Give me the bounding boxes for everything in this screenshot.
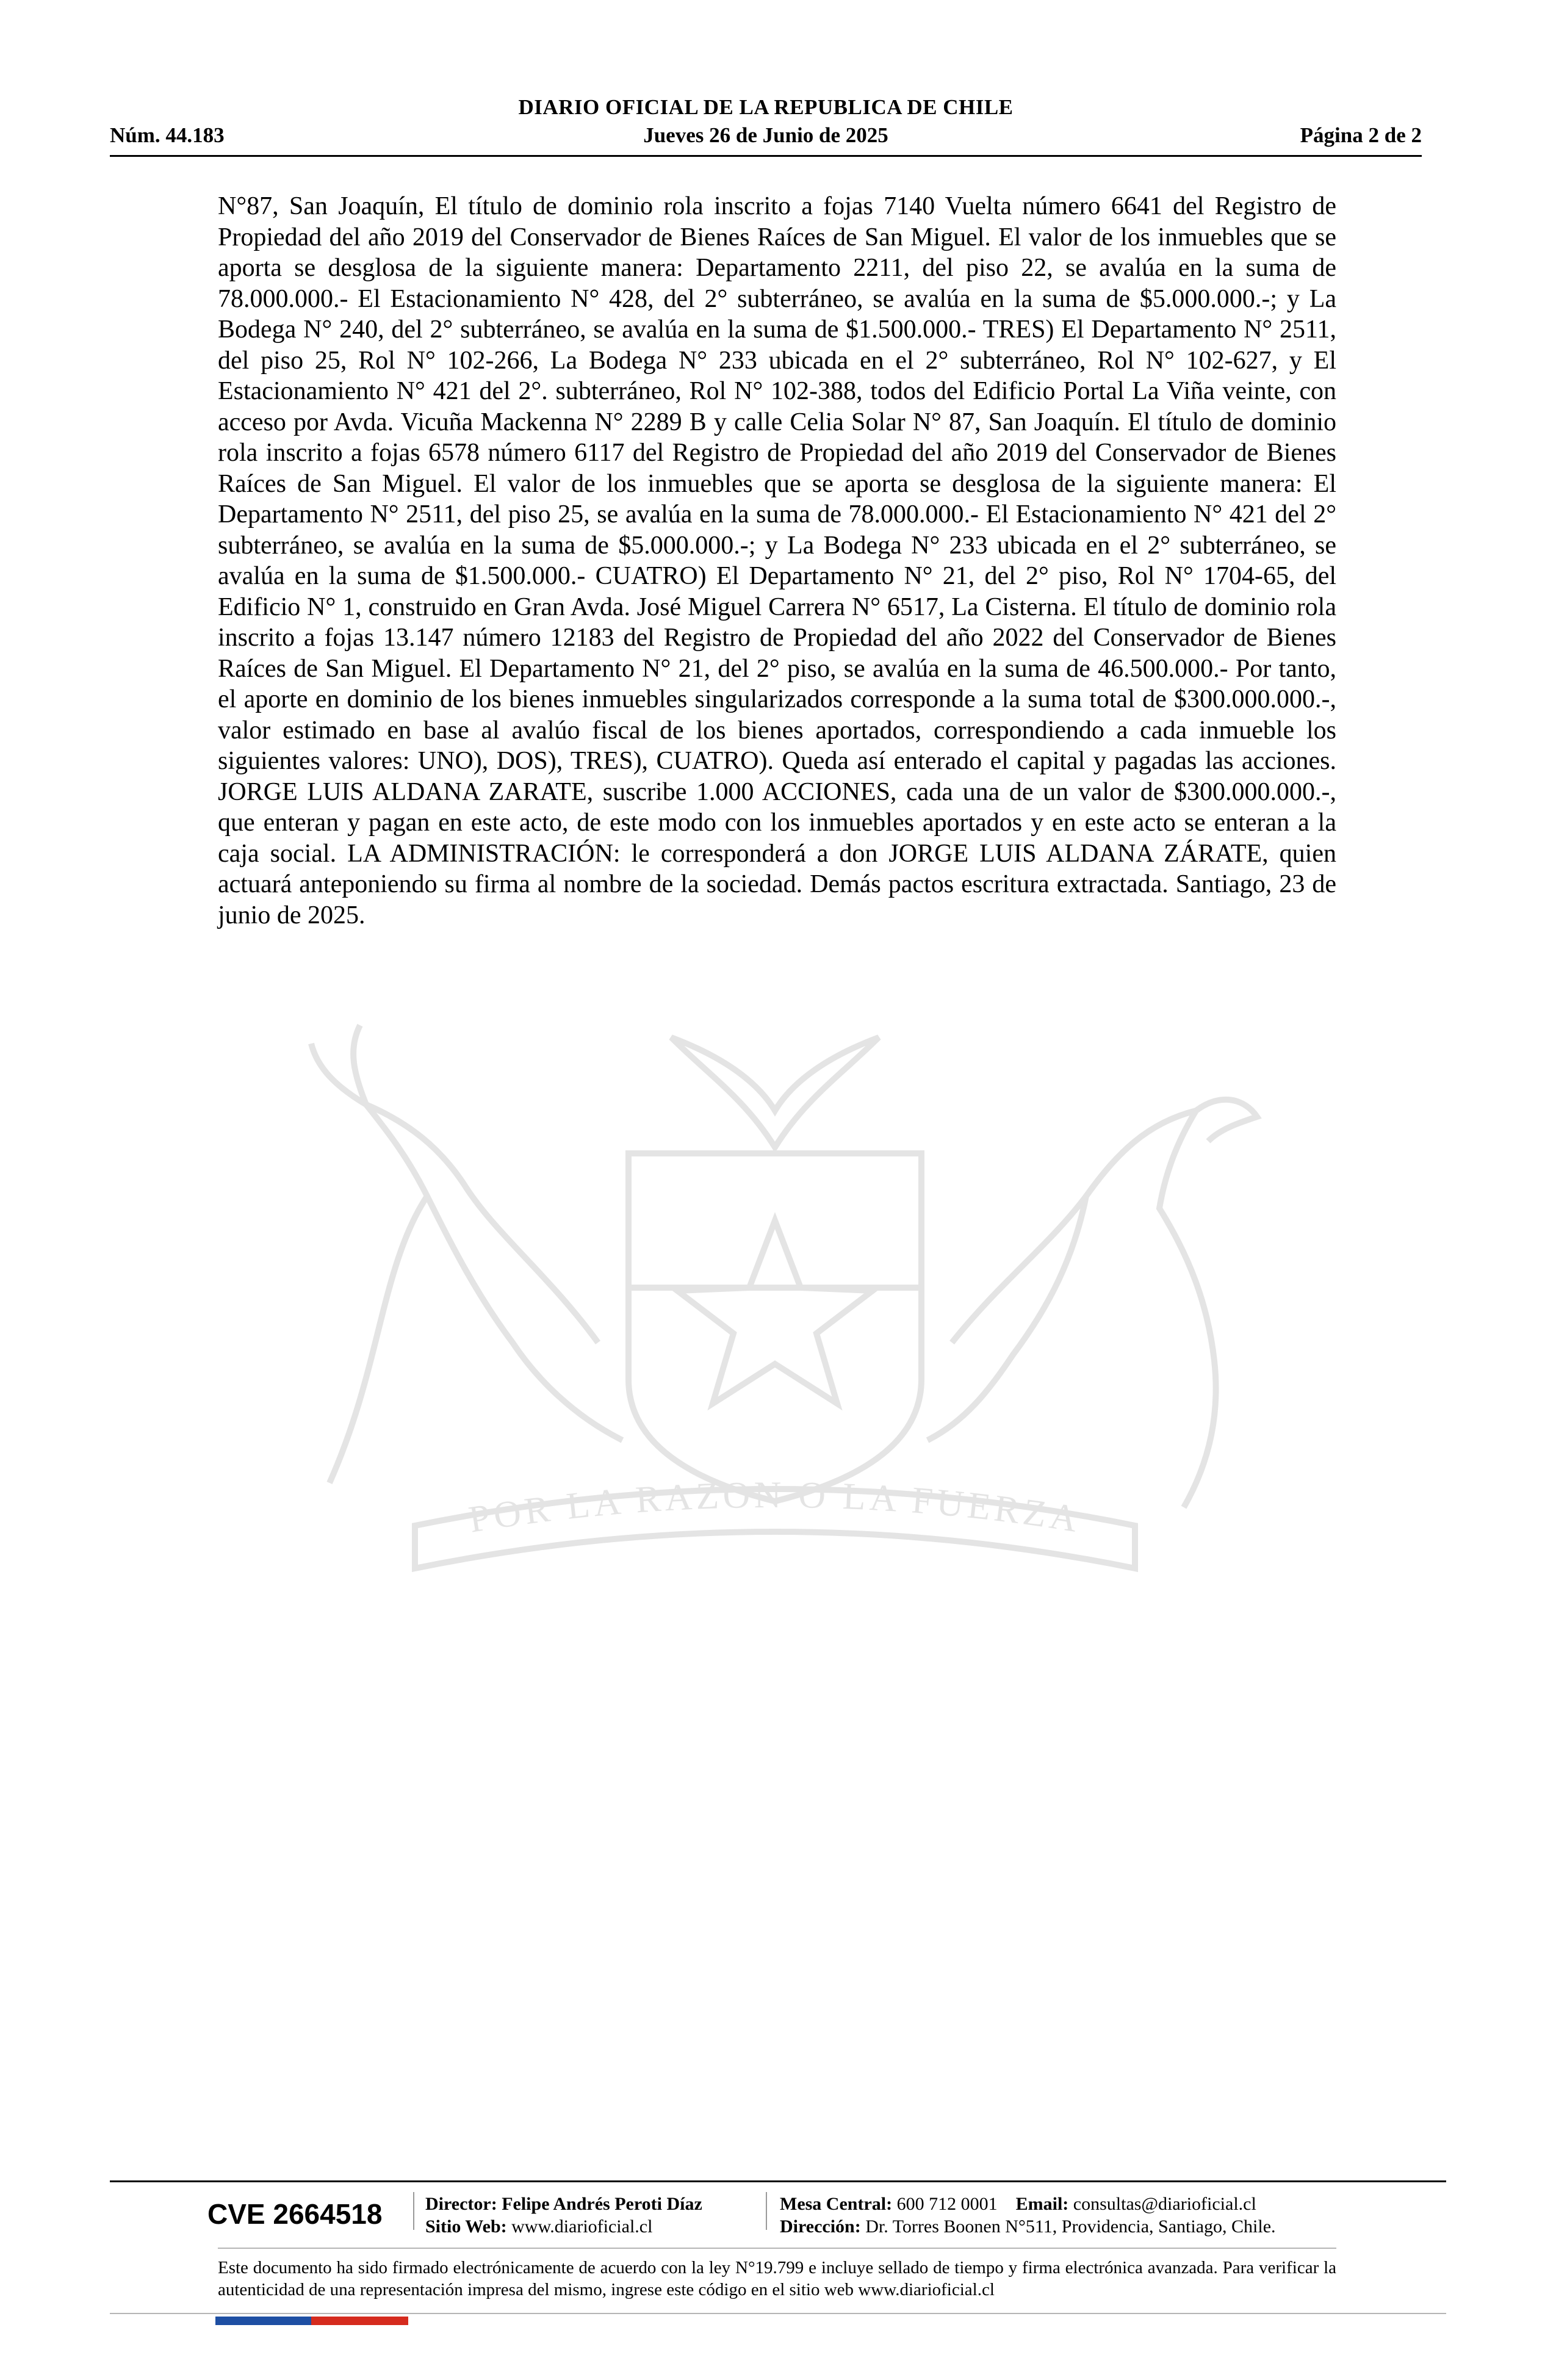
flag-blue-stripe [215,2317,311,2325]
address-text: Dr. Torres Boonen N°511, Providencia, Santiago, Chile. [865,2216,1276,2237]
footer-divider-mid [218,2248,1336,2249]
footer-divider-bottom [110,2313,1446,2314]
central-label: Mesa Central: [780,2194,893,2214]
address-label: Dirección: [780,2216,861,2237]
header-divider [110,155,1422,157]
director-label: Director: [425,2194,497,2214]
header-info-row [110,123,1422,150]
coat-of-arms-watermark-icon [207,1001,1342,1660]
watermark-motto: POR LA RAZON O LA FUERZA [466,1474,1084,1541]
publication-title: DIARIO OFICIAL DE LA REPUBLICA DE CHILE [518,95,1014,119]
footer-separator [766,2192,767,2230]
body-paragraph: N°87, San Joaquín, El título de dominio rola inscrito a fojas 7140 Vuelta número 6641 del Registro de Propiedad del año 2019 del Conservador de Bienes Raíces de San Miguel. El valor de los inmuebles que se aporta se desglosa de la siguiente manera: Departamento 2211, del piso 22, se avalúa en la suma de 78.000.000.- El Estacionamiento N° 428, del 2° subterráneo, se avalúa en la suma de $5.000.000.-; y La Bodega N° 240, del 2° subterráneo, se avalúa en la suma de $1.500.000.- TRES) El Departamento N° 2511, del piso 25, Rol N° 102-266, La Bodega N° 233 ubicada en el 2° subterráneo, Rol N° 102-627, y El Estacionamiento N° 421 del 2°. subterráneo, Rol N° 102-388, todos del Edificio Portal La Viña veinte, con acceso por Avda. Vicuña Mackenna N° 2289 B y calle Celia Solar N° 87, San Joaquín. El título de dominio rola inscrito a fojas 6578 número 6117 del Registro de Propiedad del año 2019 del Conservador de Bienes Raíces de San Miguel. El valor de los inmuebles que se aporta se desglosa de la siguiente manera: El Departamento N° 2511, del piso 25, se avalúa en la suma de 78.000.000.- El Estacionamiento N° 421 del 2° subterráneo, se avalúa en la suma de $5.000.000.-; y La Bodega N° 233 ubicada en el 2° subterráneo, se avalúa en la suma de $1.500.000.- CUATRO) El Departamento N° 21, del 2° piso, Rol N° 1704-65, del Edificio N° 1, construido en Gran Avda. José Miguel Carrera N° 6517, La Cisterna. El título de dominio rola inscrito a fojas 13.147 número 12183 del Registro de Propiedad del año 2022 del Conservador de Bienes Raíces de San Miguel. El Departamento N° 21, del 2° piso, se avalúa en la suma de 46.500.000.- Por tanto, el aporte en dominio de los bienes inmuebles singularizados corresponde a la suma total de $300.000.000.-, valor estimado en base al avalúo fiscal de los bienes aportados, correspondiendo a cada inmueble los siguientes valores: UNO), DOS), TRES), CUATRO). Queda así enterado el capital y pagadas las acciones. JORGE LUIS ALDANA ZARATE, suscribe 1.000 ACCIONES, cada una de un valor de $300.000.000.-, que enteran y pagan en este acto, de este modo con los inmuebles aportados y en este acto se enteran a la caja social. LA ADMINISTRACIÓN: le corresponderá a don JORGE LUIS ALDANA ZÁRATE, quien actuará anteponiendo su firma al nombre de la sociedad. Demás pactos escritura extractada. Santiago, 23 de junio de 2025. [218,192,1336,929]
document-body [218,191,1336,931]
footer-separator [413,2192,414,2230]
issue-number: Núm. 44.183 [110,123,225,147]
cve-code: CVE 2664518 [207,2198,383,2230]
flag-color-bar [215,2317,408,2325]
footer-contact-block [780,2193,1276,2238]
director-name: Felipe Andrés Peroti Díaz [502,2194,702,2214]
central-phone: 600 712 0001 [896,2194,998,2214]
issue-date: Jueves 26 de Junio de 2025 [643,123,888,147]
email-link[interactable]: consultas@diarioficial.cl [1073,2194,1256,2214]
page-number: Página 2 de 2 [1300,123,1422,147]
footer-director-block [425,2193,702,2238]
flag-red-stripe [311,2317,408,2325]
page-header [110,92,1422,156]
signature-disclaimer: Este documento ha sido firmado electrónicamente de acuerdo con la ley N°19.799 e incluye sellado de tiempo y firma electrónica avanzada. Para verificar la autenticidad de una representación impresa del mismo, ingrese este código en el sitio web www.diarioficial.cl [218,2258,1336,2299]
website-label: Sitio Web: [425,2216,507,2237]
website-link[interactable]: www.diarioficial.cl [511,2216,653,2237]
footer-divider-top [110,2180,1446,2182]
email-label: Email: [1015,2194,1069,2214]
